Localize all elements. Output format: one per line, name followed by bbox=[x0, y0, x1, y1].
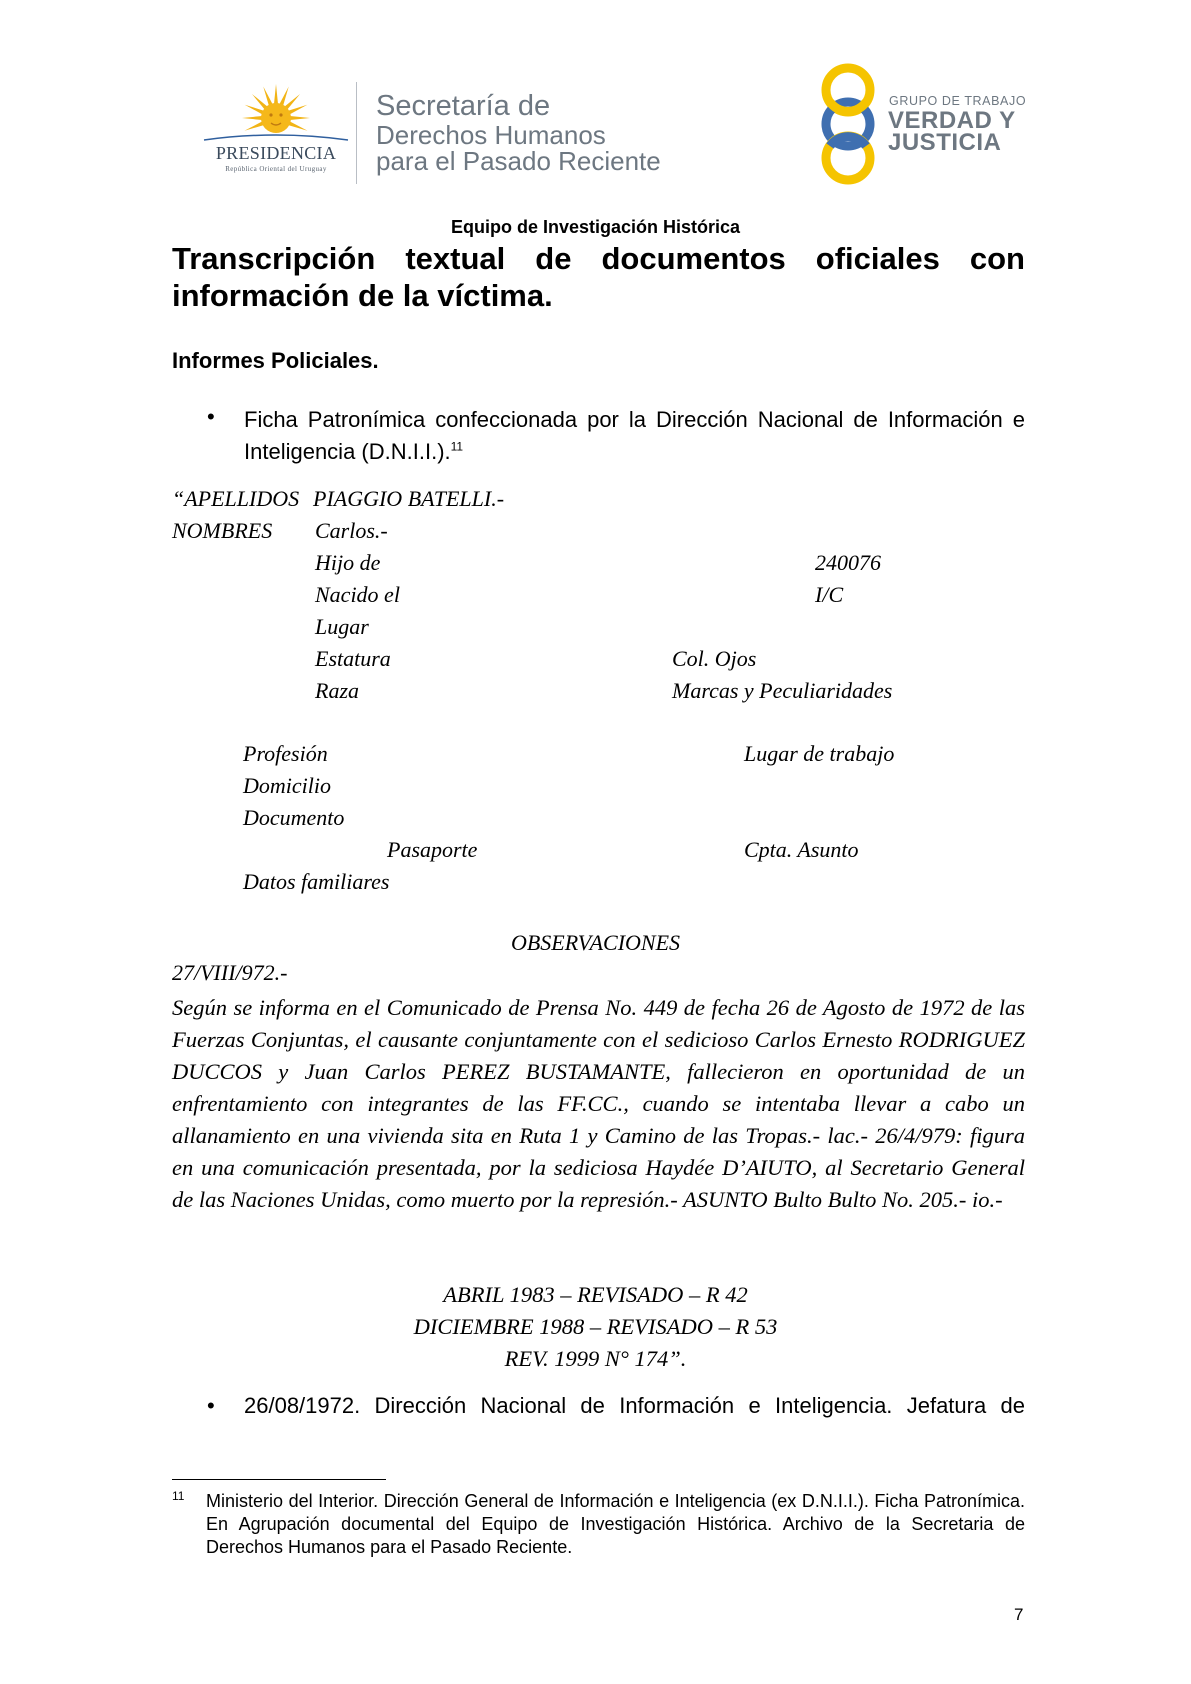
grupo-trabajo-label: GRUPO DE TRABAJO bbox=[889, 94, 1027, 108]
justicia-label: JUSTICIA bbox=[888, 129, 1002, 156]
ficha-cpta-asunto: Cpta. Asunto bbox=[744, 837, 859, 862]
ficha-nombres-label: NOMBRES bbox=[172, 518, 273, 543]
secretaria-line-1: Secretaría de bbox=[376, 90, 551, 122]
page-title: Transcripción textual de documentos oficiales con información de la víctima. bbox=[172, 241, 1025, 313]
footnote-text: Ministerio del Interior. Dirección General de Información e Inteligencia (ex D.N.I.I.). Ficha Patronímica. En Agrupación documental del Equipo de Investigación Histórica. Archivo de la Secretaria de Derechos Humanos para el Pasado Reciente. bbox=[206, 1491, 1025, 1557]
bullet-item-2: 26/08/1972. Dirección Nacional de Información e Inteligencia. Jefatura de bbox=[244, 1393, 1025, 1418]
revision-line: DICIEMBRE 1988 – REVISADO – R 53 bbox=[413, 1314, 778, 1339]
bullet-marker: • bbox=[207, 1393, 215, 1418]
footnote-number: 11 bbox=[172, 1489, 185, 1503]
ficha-estatura: Estatura bbox=[315, 646, 391, 671]
ficha-apellidos-value: PIAGGIO BATELLI.- bbox=[313, 486, 505, 511]
observaciones-date: 27/VIII/972.- bbox=[172, 960, 288, 985]
section-heading: Informes Policiales. bbox=[172, 348, 379, 373]
ficha-hijo-de: Hijo de bbox=[315, 550, 381, 575]
ficha-ic: I/C bbox=[815, 582, 844, 607]
ficha-number: 240076 bbox=[815, 550, 881, 575]
ficha-marcas: Marcas y Peculiaridades bbox=[672, 678, 893, 703]
sun-logo-icon bbox=[196, 78, 356, 148]
revision-line: REV. 1999 N° 174”. bbox=[504, 1346, 687, 1371]
footnote-separator bbox=[172, 1479, 386, 1480]
page-number: 7 bbox=[1014, 1605, 1024, 1624]
presidencia-subtitle: República Oriental del Uruguay bbox=[225, 165, 327, 173]
secretaria-line-3: para el Pasado Reciente bbox=[376, 146, 661, 176]
ficha-domicilio: Domicilio bbox=[243, 773, 331, 798]
rings-logo-icon bbox=[806, 62, 894, 187]
ficha-nacido-el: Nacido el bbox=[315, 582, 400, 607]
ficha-raza: Raza bbox=[315, 678, 359, 703]
bullet-item-1 bbox=[244, 404, 1025, 468]
ficha-profesion: Profesión bbox=[243, 741, 328, 766]
presidencia-name: PRESIDENCIA bbox=[215, 143, 337, 163]
ficha-datos-familiares: Datos familiares bbox=[243, 869, 390, 894]
observaciones-text: Según se informa en el Comunicado de Prensa No. 449 de fecha 26 de Agosto de 1972 de las Fuerzas Conjuntas, el causante conjuntamente con el sedicioso Carlos Ernesto RODRIGUEZ DUCCOS y Juan Carlos PEREZ BUSTAMANTE, fallecieron en oportunidad de un enfrentamiento con integrantes de las FF.CC., cuando se intentaba llevar a cabo un allanamiento en una vivienda sita en Ruta 1 y Camino de las Tropas.- lac.- 26/4/979: figura en una comunicación presentada, por la sediciosa Haydée D’AIUTO, al Secretario General de las Naciones Unidas, como muerto por la represión.- ASUNTO Bulto Bulto No. 205.- io.- bbox=[172, 995, 1025, 1212]
bullet-item-1-text: Ficha Patronímica confeccionada por la Dirección Nacional de Información e Inteligencia (D.N.I.I.). bbox=[244, 407, 1025, 464]
footnote-reference: 11 bbox=[450, 439, 464, 454]
ficha-nombres-value: Carlos.- bbox=[315, 518, 388, 543]
revision-line: ABRIL 1983 – REVISADO – R 42 bbox=[443, 1282, 748, 1307]
ficha-lugar: Lugar bbox=[315, 614, 369, 639]
ficha-col-ojos: Col. Ojos bbox=[672, 646, 757, 671]
observaciones-title: OBSERVACIONES bbox=[510, 930, 681, 955]
verdad-label: VERDAD Y bbox=[888, 107, 1016, 134]
ficha-lugar-trabajo: Lugar de trabajo bbox=[744, 741, 895, 766]
header-divider bbox=[356, 82, 357, 184]
team-heading: Equipo de Investigación Histórica bbox=[450, 217, 741, 237]
secretaria-line-2: Derechos Humanos bbox=[376, 120, 606, 150]
ficha-apellidos-label: “APELLIDOS bbox=[172, 486, 300, 511]
ficha-pasaporte: Pasaporte bbox=[387, 837, 478, 862]
ficha-documento: Documento bbox=[243, 805, 345, 830]
bullet-marker: • bbox=[207, 404, 215, 429]
verdad-justicia-logo bbox=[806, 62, 894, 187]
